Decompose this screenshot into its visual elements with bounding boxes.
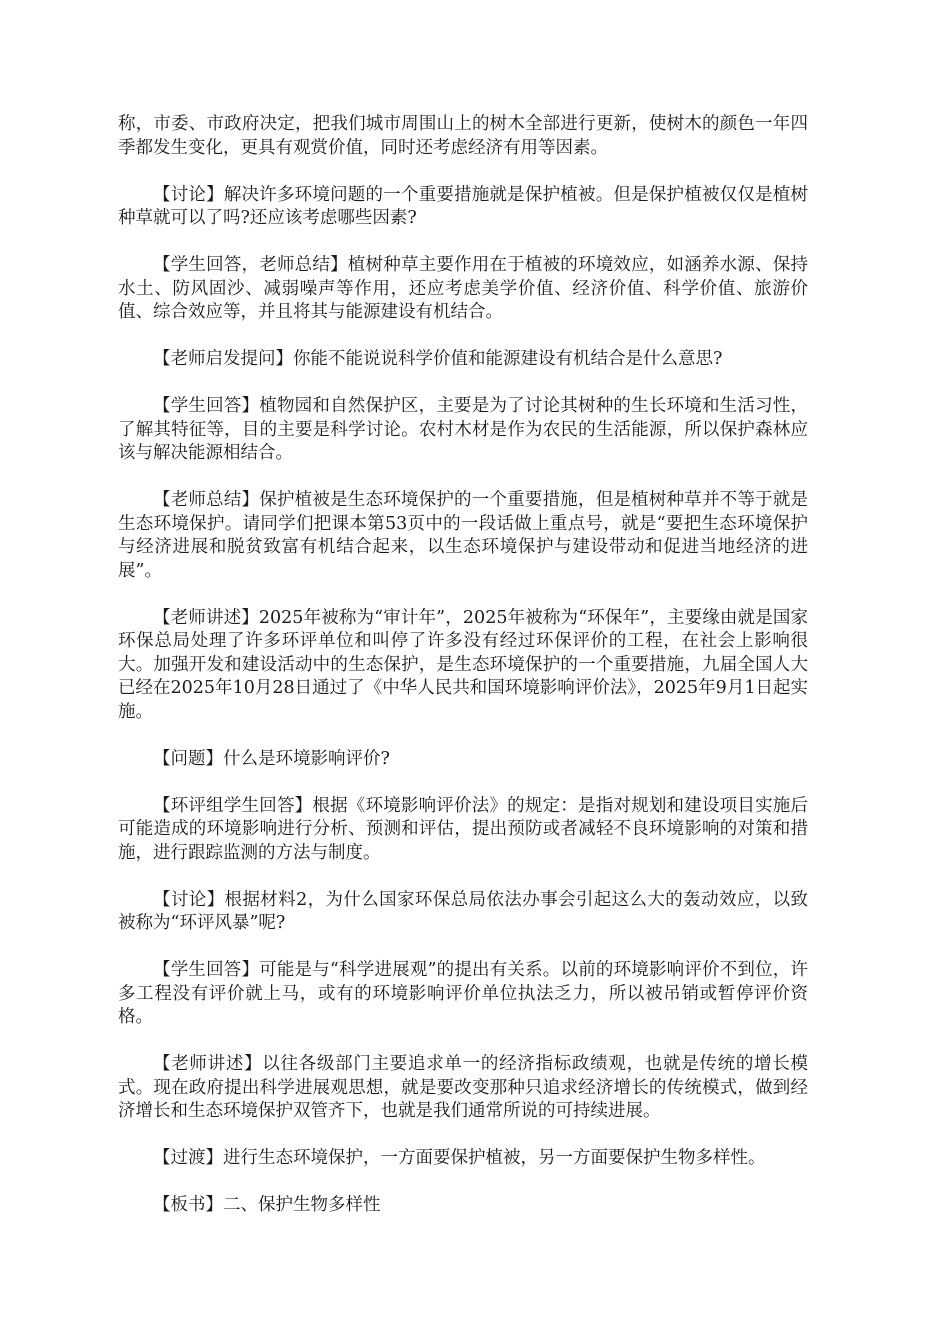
paragraph-teacher-lecture-2: 【老师讲述】以往各级部门主要追求单一的经济指标政绩观，也就是传统的增长模式。现在政府提出科学进展观思想，就是要改变那种只追求经济增长的传统模式，做到经济增长和生态环境保护双管齐下，也就是我们通常所说的可持续进展。	[118, 1054, 808, 1121]
paragraph-continuation: 称，市委、市政府决定，把我们城市周围山上的树木全部进行更新，使树木的颜色一年四季都发生变化，更具有观赏价值，同时还考虑经济有用等因素。	[118, 114, 808, 158]
paragraph-eia-group-answer: 【环评组学生回答】根据《环境影响评价法》的规定：是指对规划和建设项目实施后可能造成的环境影响进行分析、预测和评估，提出预防或者减轻不良环境影响的对策和措施，进行跟踪监测的方法与制度。	[118, 795, 808, 863]
paragraph-teacher-lecture-1: 【老师讲述】2025年被称为“审计年”，2025年被称为“环保年”，主要缘由就是国家环保总局处理了许多环评单位和叫停了许多没有经过环保评价的工程，在社会上影响很大。加强开发和建设活动中的生态保护，是生态环境保护的一个重要措施，九届全国人大已经在2025年10月28日通过了《中华人民共和国环境影响评价法》，2025年9月1日起实施。	[118, 607, 808, 722]
paragraph-student-answer-1: 【学生回答】植物园和自然保护区，主要是为了讨论其树种的生长环境和生活习性，了解其特征等，目的主要是科学讨论。农村木材是作为农民的生活能源，所以保护森林应该与解决能源相结合。	[118, 396, 808, 463]
document-body	[118, 113, 808, 1241]
paragraph-teacher-summary: 【老师总结】保护植被是生态环境保护的一个重要措施，但是植树种草并不等于就是生态环境保护。请同学们把课本第53页中的一段话做上重点号，就是“要把生态环境保护与经济进展和脱贫致富有机结合起来，以生态环境保护与建设带动和促进当地经济的进展”。	[118, 490, 808, 581]
paragraph-question: 【问题】什么是环境影响评价?	[153, 748, 390, 769]
paragraph-discussion-2: 【讨论】根据材料2，为什么国家环保总局依法办事会引起这么大的轰动效应，以致被称为“环评风暴”呢?	[118, 889, 808, 933]
paragraph-discussion-1: 【讨论】解决许多环境问题的一个重要措施就是保护植被。但是保护植被仅仅是植树种草就可以了吗?还应该考虑哪些因素?	[118, 184, 808, 228]
paragraph-teacher-prompt: 【老师启发提问】你能不能说说科学价值和能源建设有机结合是什么意思?	[153, 349, 723, 369]
paragraph-student-answer-2: 【学生回答】可能是与“科学进展观”的提出有关系。以前的环境影响评价不到位，许多工程没有评价就上马，或有的环境影响评价单位执法乏力，所以被吊销或暂停评价资格。	[118, 960, 808, 1027]
paragraph-student-answer-teacher-summary: 【学生回答，老师总结】植树种草主要作用在于植被的环境效应，如涵养水源、保持水土、防风固沙、减弱噪声等作用，还应考虑美学价值、经济价值、科学价值、旅游价值、综合效应等，并且将其与能源建设有机结合。	[118, 255, 808, 322]
paragraph-board-note: 【板书】二、保护生物多样性	[153, 1195, 381, 1215]
paragraph-transition: 【过渡】进行生态环境保护，一方面要保护植被，另一方面要保护生物多样性。	[153, 1148, 766, 1168]
